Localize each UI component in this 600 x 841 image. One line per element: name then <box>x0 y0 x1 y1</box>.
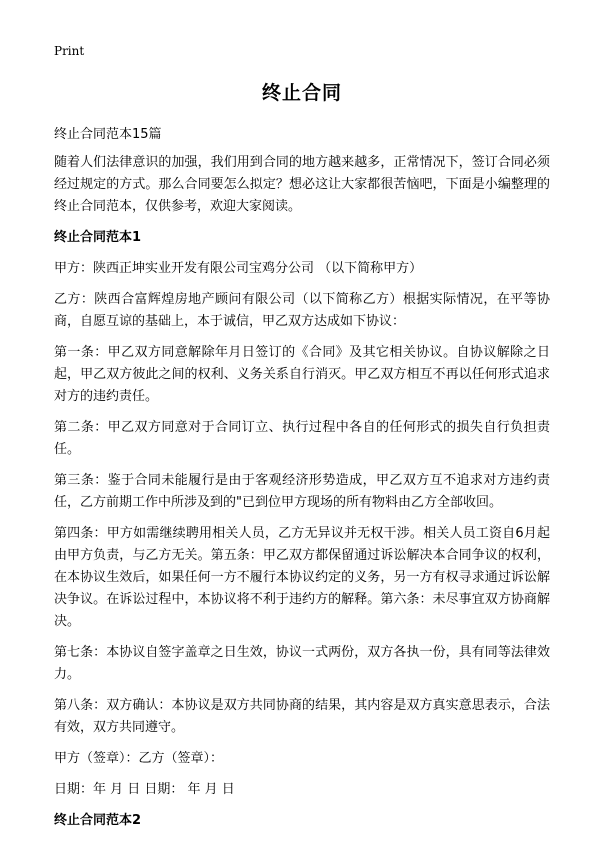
print-link[interactable]: Print <box>54 44 85 58</box>
date-line: 日期：年 月 日 日期： 年 月 日 <box>54 782 235 797</box>
clause-7-paragraph: 第七条：本协议自签字盖章之日生效，协议一式两份，双方各执一份，具有同等法律效力。 <box>54 645 550 682</box>
section-heading-2: 终止合同范本2 <box>54 813 142 828</box>
signature-line: 甲方（签章）：乙方（签章）： <box>54 751 224 766</box>
clause-4-6-paragraph: 第四条：甲方如需继续聘用相关人员，乙方无异议并无权干涉。相关人员工资自6月起由甲方负责，与乙方无关。第五条：甲乙双方都保留通过诉讼解决本合同争议的权利，在本协议生效后，如果任何一方不履行本协议约定的义务，另一方有权寻求通过诉讼解决争议。在诉讼过程中，本协议将不利于违约方的解释。第六条：未尽事宜双方协商解决。 <box>54 526 550 629</box>
party-a-paragraph: 甲方：陕西正坤实业开发有限公司宝鸡分公司 （以下简称甲方） <box>54 261 423 276</box>
clause-1-paragraph: 第一条：甲乙双方同意解除年月日签订的《合同》及其它相关协议。自协议解除之日起，甲乙双方彼此之间的权利、义务关系自行消灭。甲乙双方相互不再以任何形式追求对方的违约责任。 <box>54 345 550 404</box>
page-title: 终止合同 <box>261 82 342 104</box>
document-body <box>54 78 550 841</box>
intro-paragraph: 随着人们法律意识的加强，我们用到合同的地方越来越多，正常情况下，签订合同必须经过规定的方式。那么合同要怎么拟定？想必这让大家都很苦恼吧，下面是小编整理的终止合同范本，仅供参考，欢迎大家阅读。 <box>54 155 550 214</box>
clause-8-paragraph: 第八条：双方确认：本协议是双方共同协商的结果，其内容是双方真实意思表示，合法有效，双方共同遵守。 <box>54 698 550 735</box>
party-b-paragraph: 乙方：陕西合富辉煌房地产顾问有限公司（以下简称乙方）根据实际情况，在平等协商，自愿互谅的基础上，本于诚信，甲乙双方达成如下协议： <box>54 292 550 329</box>
section-heading-1: 终止合同范本1 <box>54 230 142 245</box>
clause-3-paragraph: 第三条：鉴于合同未能履行是由于客观经济形势造成，甲乙双方互不追求对方违约责任，乙方前期工作中所涉及到的"已到位甲方现场的所有物料由乙方全部收回。 <box>54 473 550 510</box>
document-subtitle: 终止合同范本15篇 <box>54 127 162 142</box>
clause-2-paragraph: 第二条：甲乙双方同意对于合同订立、执行过程中各自的任何形式的损失自行负担责任。 <box>54 420 550 457</box>
